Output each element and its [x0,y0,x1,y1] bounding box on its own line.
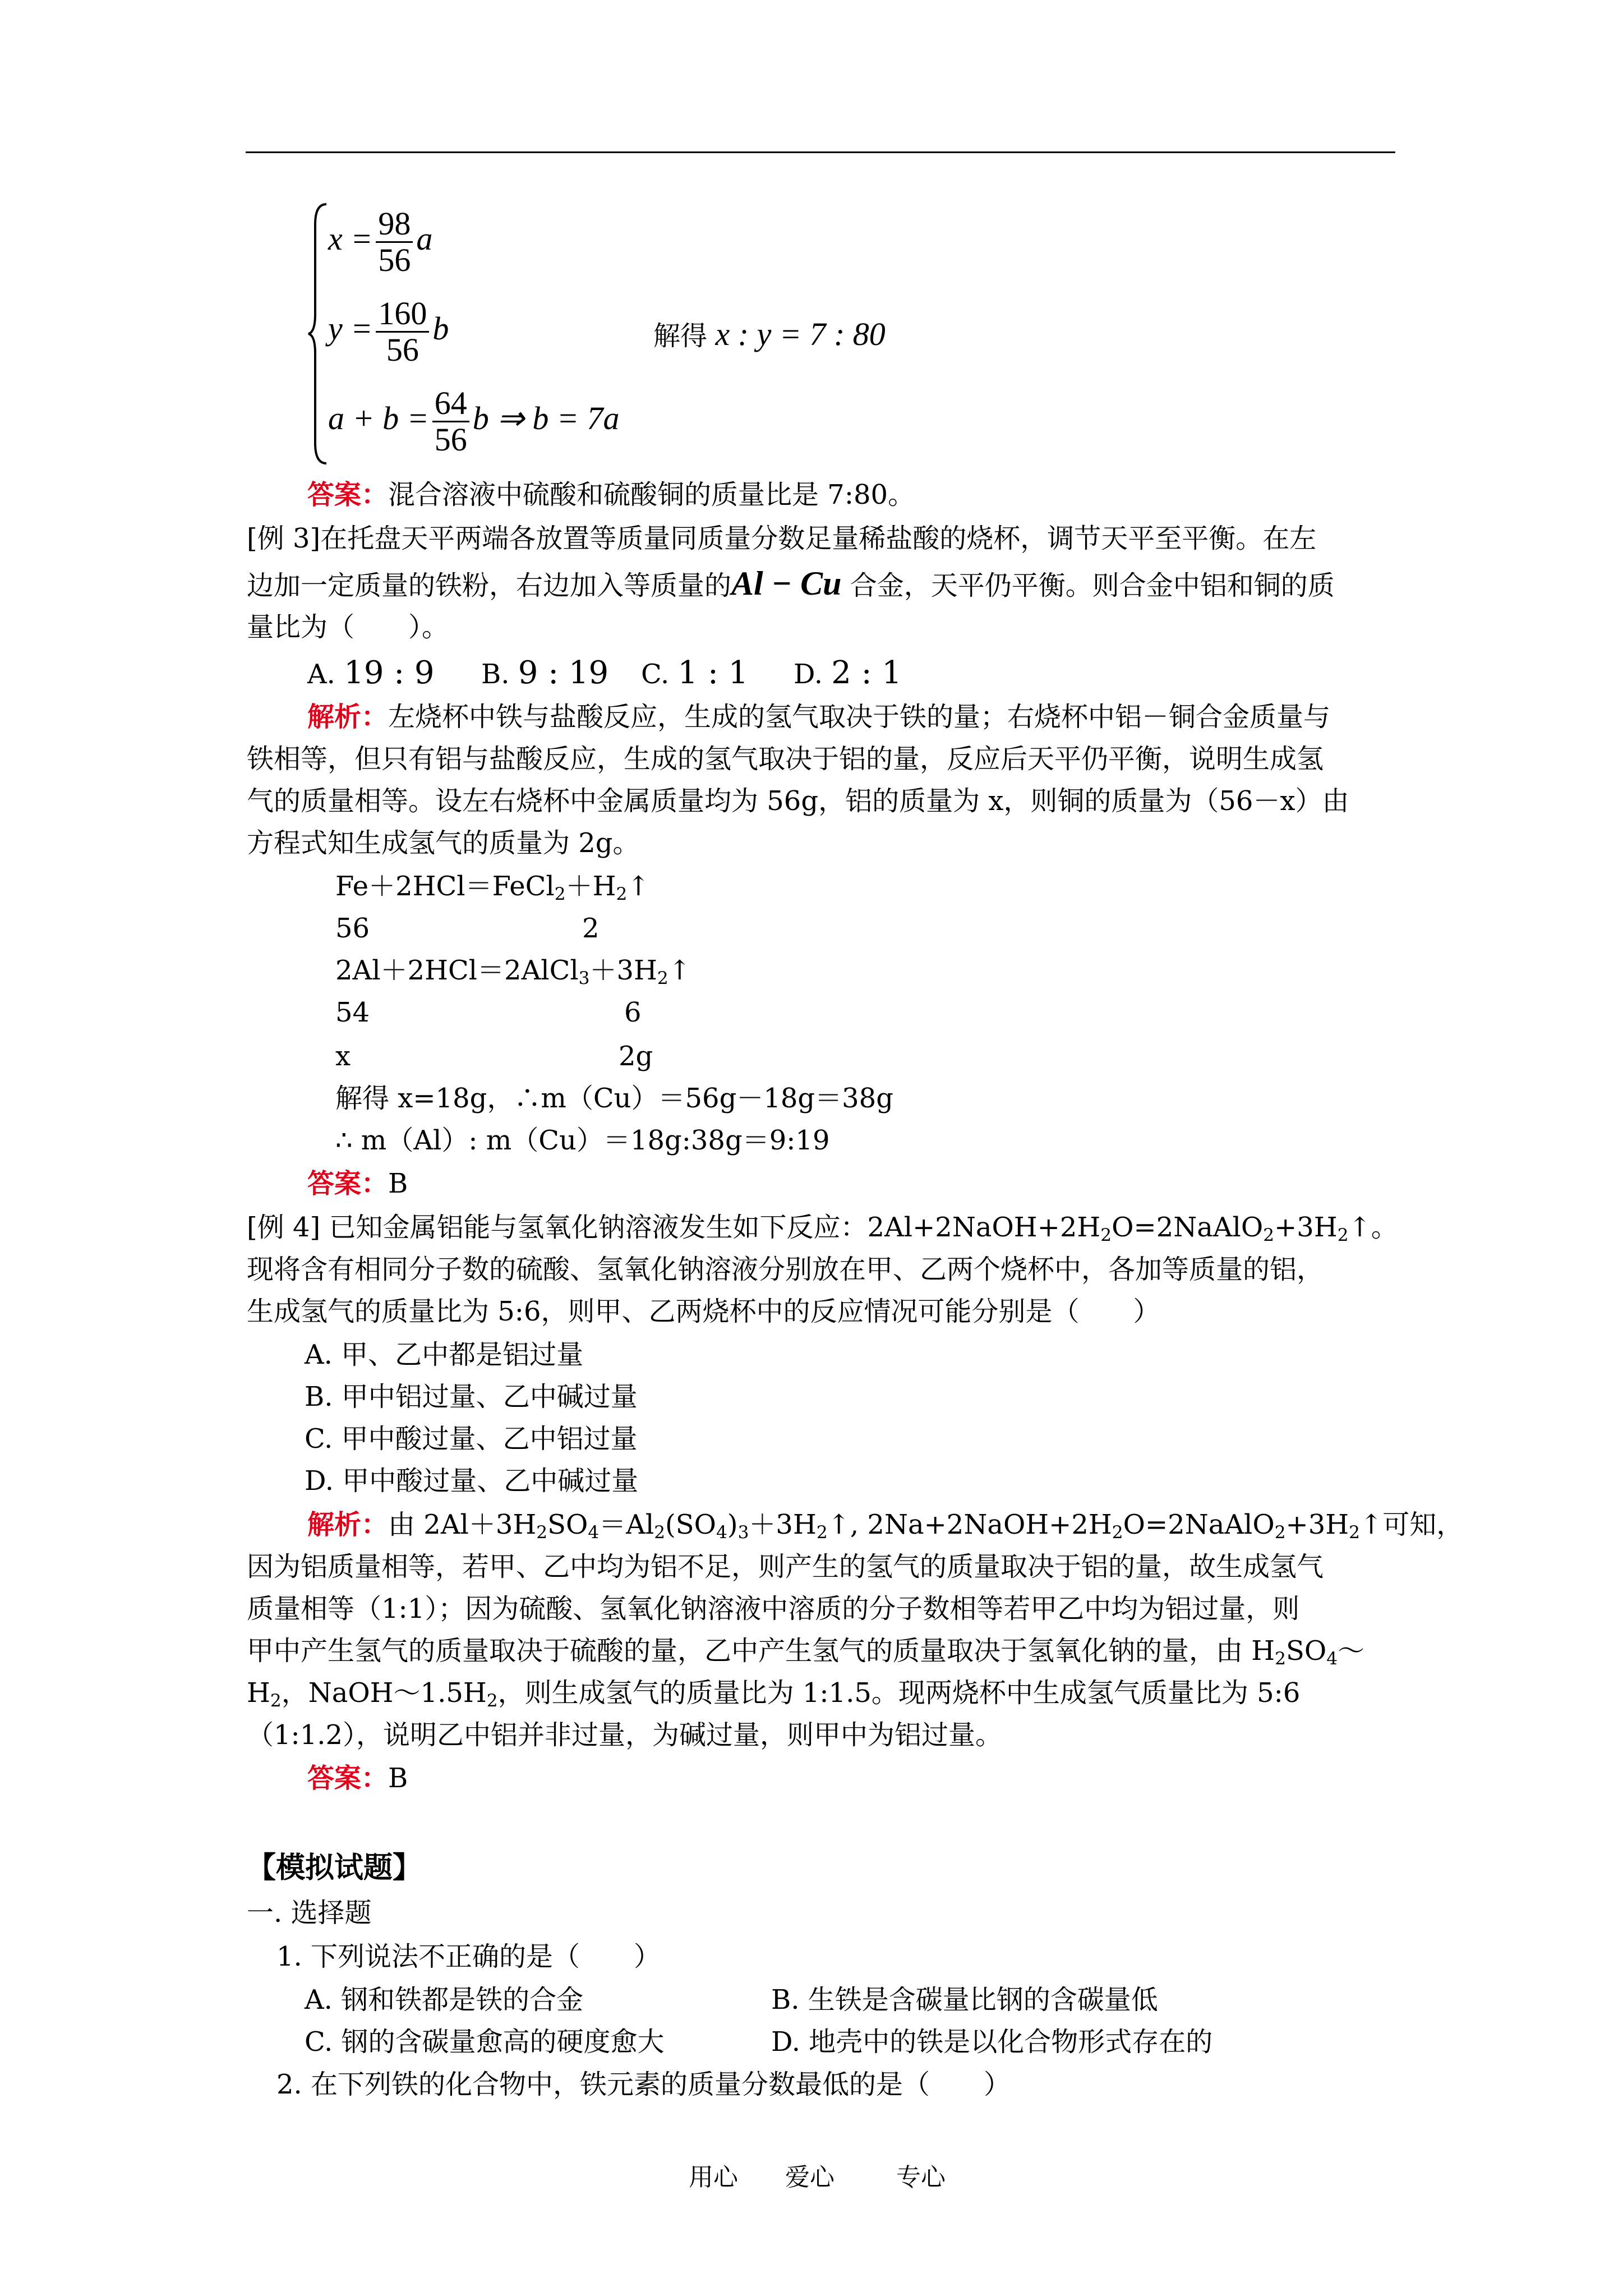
ex3-fe-numbers-a: 56 [335,913,370,944]
ex3-line1: [例 3]在托盘天平两端各放置等质量同质量分数足量稀盐酸的烧杯，调节天平至平衡。在左 [247,523,1317,554]
question-1-option-b: B. 生铁是含碳量比钢的含碳量低 [771,1984,1158,2016]
ex4-option-b: B. 甲中铝过量、乙中碱过量 [305,1381,638,1412]
ex4-analysis-6: （1:1.2），说明乙中铝并非过量，为碱过量，则甲中为铝过量。 [247,1719,1003,1751]
ex3-option-b: B. 9 : 19 [481,655,609,691]
ex3-fe-numbers-b: 2 [582,913,600,944]
ex3-al-numbers-b: 6 [624,997,642,1028]
ex3-al-numbers-a: 54 [335,997,370,1028]
ex4-option-a: A. 甲、乙中都是铝过量 [305,1339,584,1370]
ex4-analysis-1: 解析：由 $2Al+3H_2SO_4=Al_2(SO_4)_3+3H_2↑$, $2Na+2NaOH+2H_2O=2NaAlO_2+3H_2↑$可知， [307,1509,1464,1543]
footer-text-3: 专心 [896,2163,946,2192]
footer-text-1: 用心 [689,2163,738,2192]
section-title: 【模拟试题】 [247,1851,422,1885]
ex3-analysis-2: 铁相等，但只有铝与盐酸反应，生成的氢气取决于铝的量，反应后天平仍平衡，说明生成氢 [247,743,1324,775]
ex3-equation-al: $2Al+2HCl=2AlCl_3+3H_2↑$ [335,955,691,988]
ex4-analysis-5: $H_2$，$NaOH\sim 1.5H_2$，则生成氢气的质量比为 1:1.5。现两烧杯中生成氢气质量比为 5:6 [247,1677,1301,1711]
left-brace [307,202,330,466]
ex4-answer: 答案：B [307,1763,408,1794]
ex4-line3: 生成氢气的质量比为 5:6，则甲、乙两烧杯中的反应情况可能分别是（ ） [247,1296,1160,1327]
header-rule [246,151,1395,153]
ex3-line2: 边加一定质量的铁粉，右边加入等质量的Al − Cu 合金，天平仍平衡。则合金中铝和铜的质 [247,565,1335,602]
question-1-option-a: A. 钢和铁都是铁的合金 [305,1984,584,2016]
ex3-solve: 解得 x=18g，∴m（Cu）＝56g－18g＝38g [335,1083,893,1114]
ex3-option-d: D. 2 : 1 [794,655,902,691]
ex3-analysis-1: 解析：左烧杯中铁与盐酸反应，生成的氢气取决于铁的量；右烧杯中铝－铜合金质量与 [307,701,1331,733]
ex3-2g: 2g [619,1041,653,1072]
ex4-line2: 现将含有相同分子数的硫酸、氢氧化钠溶液分别放在甲、乙两个烧杯中，各加等质量的铝， [247,1254,1324,1285]
question-1-option-d: D. 地壳中的铁是以化合物形式存在的 [771,2026,1213,2058]
ex3-answer: 答案：B [307,1168,408,1199]
equation-y: y = $\frac{160}{56}$ b [328,295,449,368]
ex3-x: x [335,1041,351,1072]
answer-1: 答案：混合溶液中硫酸和硫酸铜的质量比是 7:80。 [307,479,915,510]
ex4-analysis-2: 因为铝质量相等，若甲、乙中均为铝不足，则产生的氢气的质量取决于铝的量，故生成氢气 [247,1551,1324,1582]
equation-solve: 解得 x : y = 7 : 80 [653,316,886,352]
question-2: 2. 在下列铁的化合物中，铁元素的质量分数最低的是（ ） [276,2069,1011,2100]
ex3-option-c: C. 1 : 1 [641,655,749,691]
question-1: 1. 下列说法不正确的是（ ） [276,1941,661,1972]
ex4-line1: [例 4] 已知金属铝能与氢氧化钠溶液发生如下反应：$2Al+2NaOH+2H_2O=2NaAlO_2+3H_2↑$。 [247,1212,1398,1245]
ex4-option-d: D. 甲中酸过量、乙中碱过量 [305,1465,639,1497]
equation-x: x = $\frac{98}{56}$ a [328,205,433,278]
ex3-analysis-3: 气的质量相等。设左右烧杯中金属质量均为 56g，铝的质量为 x，则铜的质量为（56－x）由 [247,785,1349,817]
ex4-analysis-3: 质量相等（1:1）；因为硫酸、氢氧化钠溶液中溶质的分子数相等若甲乙中均为铝过量，则 [247,1593,1300,1625]
ex4-option-c: C. 甲中酸过量、乙中铝过量 [305,1423,638,1455]
question-1-option-c: C. 钢的含碳量愈高的硬度愈大 [305,2026,665,2058]
ex3-analysis-4: 方程式知生成氢气的质量为 2g。 [247,827,640,859]
ex3-line3: 量比为（ ）。 [247,611,449,643]
ex3-option-a: A. 19 : 9 [307,655,435,691]
equation-ab: a + b = $\frac{64}{56}$ b ⇒ b = 7a [328,385,620,458]
ex4-analysis-4: 甲中产生氢气的质量取决于硫酸的量，乙中产生氢气的质量取决于氢氧化钠的量，由 $H_2SO_4\sim$ [247,1635,1365,1669]
section-subtitle: 一. 选择题 [247,1897,372,1929]
footer-text-2: 爱心 [785,2163,834,2192]
ex3-equation-fe: $Fe+2HCl=FeCl_2+H_2↑$ [335,871,650,904]
ex3-ratio: ∴ m（Al）: m（Cu）＝18g:38g＝9:19 [335,1125,830,1156]
